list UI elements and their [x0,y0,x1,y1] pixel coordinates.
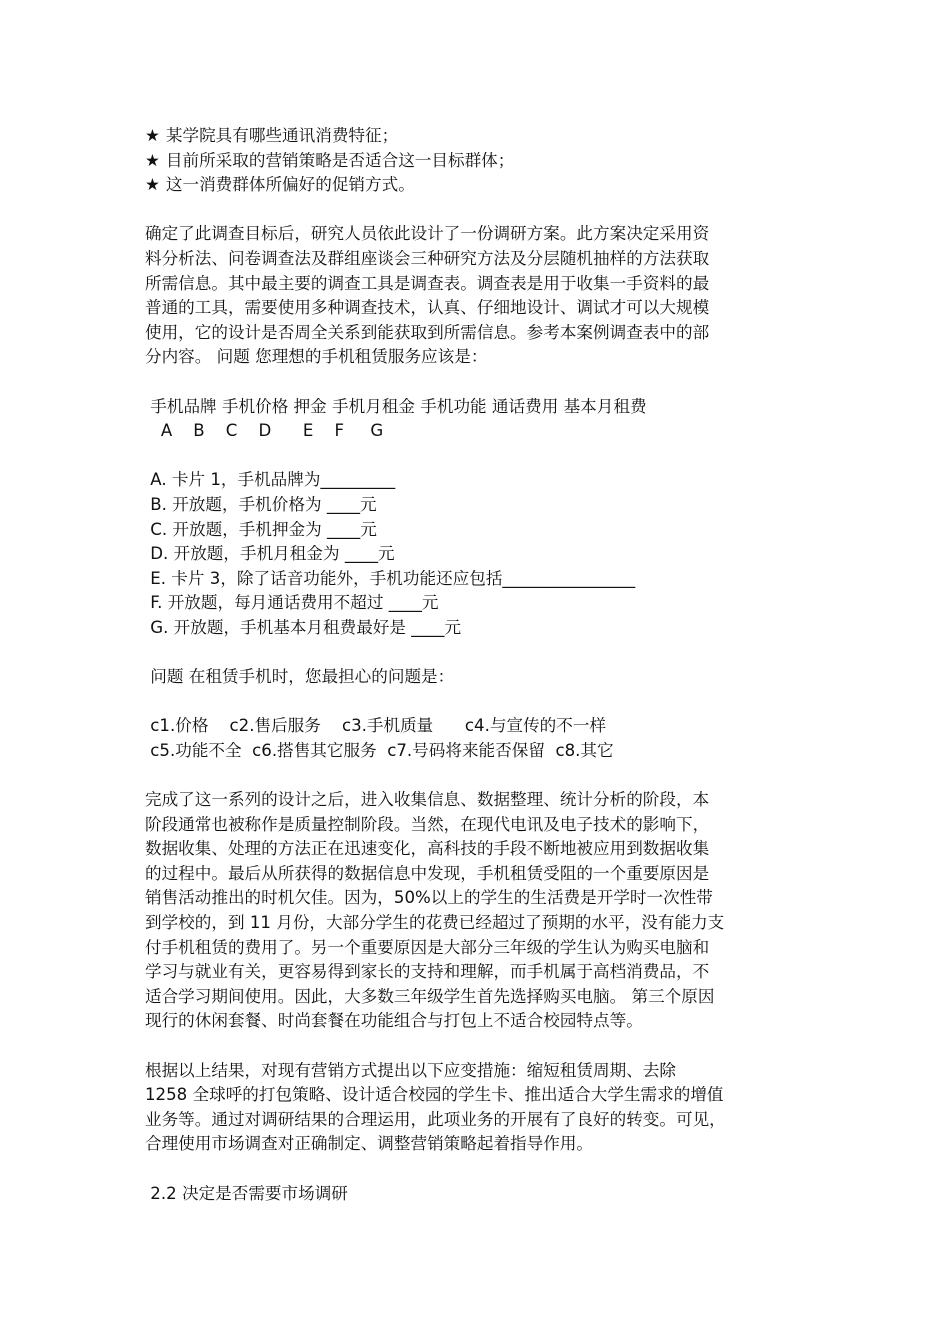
text-line: 适合学习期间使用。因此，大多数三年级学生首先选择购买电脑。 第三个原因 [145,986,715,1006]
option-item: G. 开放题，手机基本月租费最好是 ____元 [145,617,462,637]
star-icon: ★ [145,150,160,170]
option-item: B. 开放题，手机价格为 ____元 [145,494,377,514]
text-line: 完成了这一系列的设计之后，进入收集信息、数据整理、统计分析的阶段，本 [145,790,710,810]
text-line: 使用，它的设计是否周全关系到能获取到所需信息。参考本案例调查表中的部 [145,322,710,342]
text-line: 业务等。通过对调研结果的合理运用，此项业务的开展有了良好的转变。可见， [145,1109,726,1129]
factors-line: 手机品牌 手机价格 押金 手机月租金 手机功能 通话费用 基本月租费 [145,396,647,416]
bullet-item: ★ 某学院具有哪些通讯消费特征； [145,126,399,145]
document-page [145,124,810,1206]
factor-letters: A B C D E F G [145,421,384,441]
text-line: 1258 全球呼的打包策略、设计适合校园的学生卡、推出适合大学生需求的增值 [145,1085,724,1105]
bullet-item: ★ 这一消费群体所偏好的促销方式。 [145,175,415,195]
star-icon: ★ [145,175,160,195]
paragraph-findings [145,788,810,1034]
text-line: 普通的工具，需要使用多种调查技术，认真、仔细地设计、调试才可以大规模 [145,298,710,318]
text-line: 学习与就业有关，更容易得到家长的支持和理解，而手机属于高档消费品，不 [145,962,710,982]
bullet-list [145,124,810,198]
section-heading: 2.2 决定是否需要市场调研 [145,1183,348,1203]
concern-row: c5.功能不全 c6.搭售其它服务 c7.号码将来能否保留 c8.其它 [145,740,614,760]
concern-row: c1.价格 c2.售后服务 c3.手机质量 c4.与宣传的不一样 [145,716,607,736]
option-item: D. 开放题，手机月租金为 ____元 [145,544,395,564]
paragraph-survey-design [145,222,810,370]
text-line: 分内容。 问题 您理想的手机租赁服务应该是： [145,347,488,367]
option-item: F. 开放题，每月通话费用不超过 ____元 [145,593,439,613]
text-line: 销售活动推出的时机欠佳。因为，50%以上的学生的生活费是开学时一次性带 [145,888,713,908]
question-line: 问题 在租赁手机时，您最担心的问题是： [145,667,455,687]
text-line: 现行的休闲套餐、时尚套餐在功能组合与打包上不适合校园特点等。 [145,1011,643,1031]
star-icon: ★ [145,126,160,145]
concern-list [145,714,810,763]
text-line: 料分析法、问卷调查法及群组座谈会三种研究方法及分层随机抽样的方法获取 [145,248,710,268]
option-list [145,468,810,640]
text-line: 的过程中。最后从所获得的数据信息中发现，手机租赁受阻的一个重要原因是 [145,863,710,883]
option-item: E. 卡片 3，除了话音功能外，手机功能还应包括________________ [145,568,636,588]
text-line: 付手机租赁的费用了。另一个重要原因是大部分三年级的学生认为购买电脑和 [145,937,710,957]
text-line: 根据以上结果，对现有营销方式提出以下应变措施：缩短租赁周期、去除 [145,1060,676,1080]
text-line: 到学校的，到 11 月份，大部分学生的花费已经超过了预期的水平，没有能力支 [145,913,725,932]
text-line: 阶段通常也被称作是质量控制阶段。当然，在现代电讯及电子技术的影响下， [145,814,710,834]
bullet-item: ★ 目前所采取的营销策略是否适合这一目标群体； [145,150,515,170]
paragraph-measures [145,1059,810,1157]
text-line: 所需信息。其中最主要的调查工具是调查表。调查表是用于收集一手资料的最 [145,273,710,293]
text-line: 数据收集、处理的方法正在迅速变化，高科技的手段不断地被应用到数据收集 [145,839,710,859]
text-line: 确定了此调查目标后，研究人员依此设计了一份调研方案。此方案决定采用资 [145,224,710,244]
option-item: A. 卡片 1，手机品牌为_________ [145,470,396,490]
option-item: C. 开放题，手机押金为 ____元 [145,519,377,539]
text-line: 合理使用市场调查对正确制定、调整营销策略起着指导作用。 [145,1134,594,1154]
